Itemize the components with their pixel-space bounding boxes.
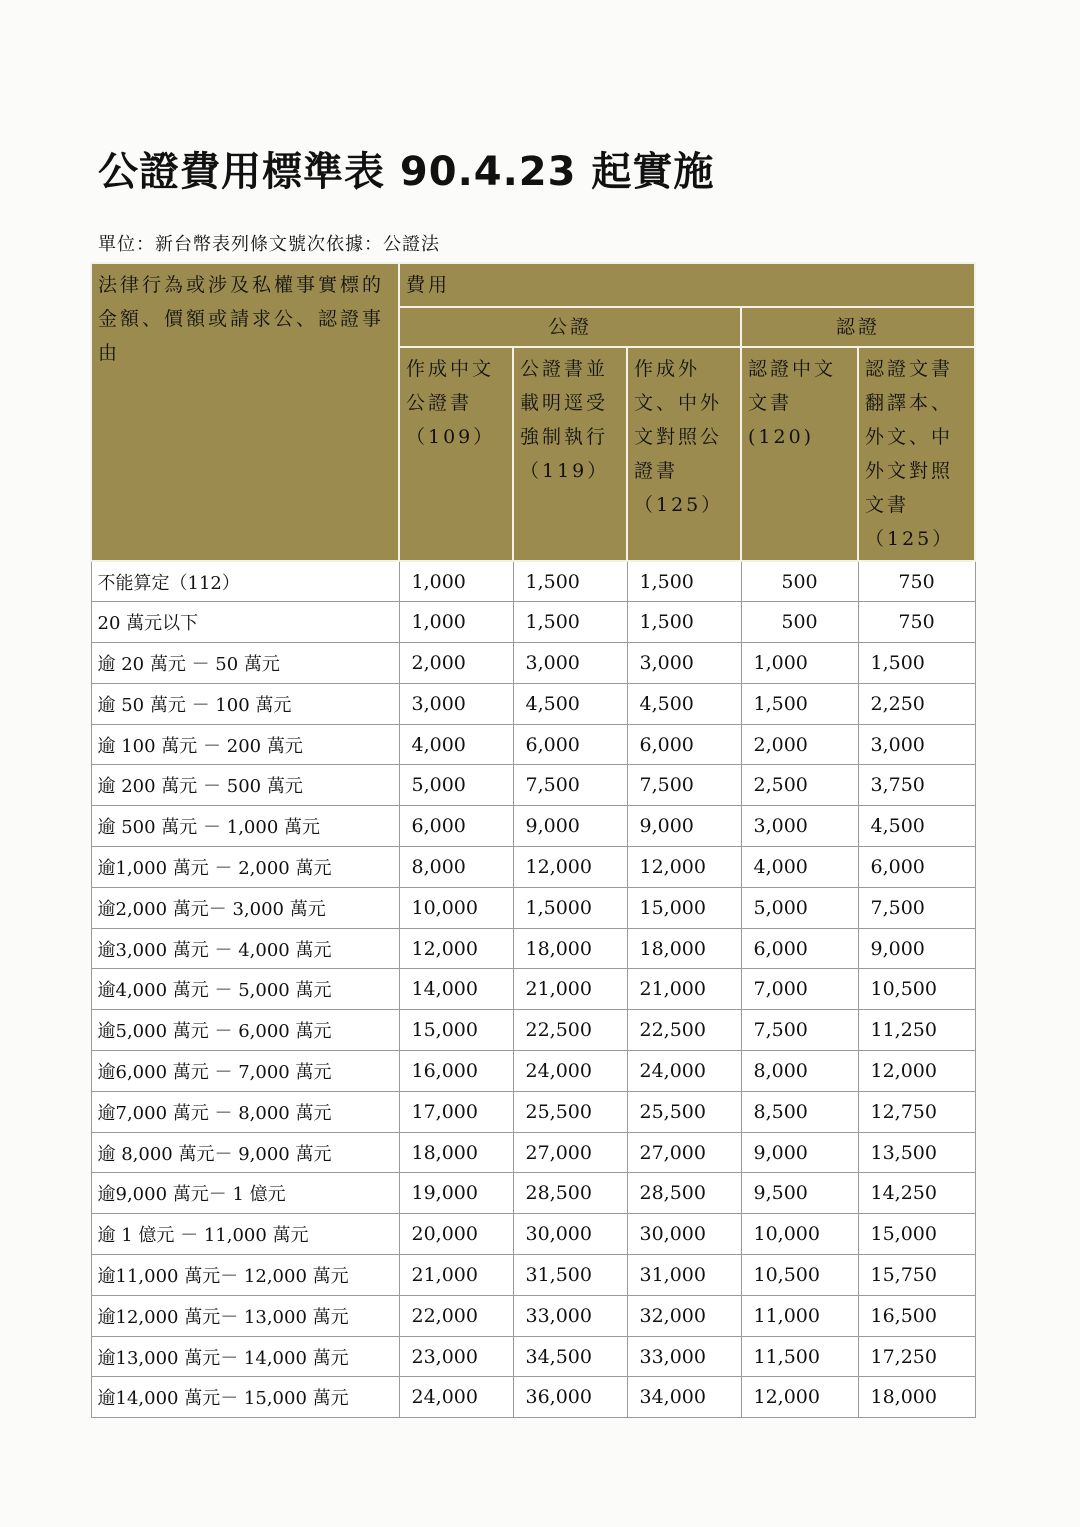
table-row	[91, 1214, 975, 1255]
fee-cell: 6,000	[858, 847, 975, 888]
fee-cell: 1,000	[741, 643, 858, 684]
fee-cell: 15,000	[858, 1214, 975, 1255]
table-row	[91, 765, 975, 806]
fee-cell: 500	[741, 561, 858, 602]
table-row	[91, 1255, 975, 1296]
fee-cell: 12,000	[858, 1051, 975, 1092]
fee-cell: 18,000	[627, 928, 741, 969]
table-row	[91, 806, 975, 847]
fee-cell: 8,000	[399, 847, 513, 888]
row-category: 逾 200 萬元 － 500 萬元	[91, 765, 399, 806]
fee-cell: 14,250	[858, 1173, 975, 1214]
row-category: 逾14,000 萬元－ 15,000 萬元	[91, 1377, 399, 1418]
fee-cell: 500	[741, 602, 858, 643]
row-category: 逾 8,000 萬元－ 9,000 萬元	[91, 1132, 399, 1173]
fee-cell: 7,500	[627, 765, 741, 806]
fee-cell: 34,000	[627, 1377, 741, 1418]
fee-cell: 20,000	[399, 1214, 513, 1255]
fee-cell: 21,000	[513, 969, 627, 1010]
fee-cell: 12,000	[399, 928, 513, 969]
row-category: 逾1,000 萬元 － 2,000 萬元	[91, 847, 399, 888]
fee-cell: 19,000	[399, 1173, 513, 1214]
fee-cell: 14,000	[399, 969, 513, 1010]
fee-cell: 11,500	[741, 1336, 858, 1377]
fee-cell: 6,000	[627, 724, 741, 765]
fee-table	[90, 262, 976, 1418]
row-category: 逾 50 萬元 － 100 萬元	[91, 683, 399, 724]
column-header: 公證書並載明逕受強制執行（119）	[513, 347, 627, 561]
table-row	[91, 1336, 975, 1377]
row-category: 逾 1 億元 － 11,000 萬元	[91, 1214, 399, 1255]
fee-cell: 34,500	[513, 1336, 627, 1377]
fee-cell: 11,250	[858, 1010, 975, 1051]
column-header: 作成外文、中外文對照公證書（125）	[627, 347, 741, 561]
fee-cell: 25,500	[513, 1091, 627, 1132]
fee-cell: 9,000	[741, 1132, 858, 1173]
fee-cell: 3,000	[741, 806, 858, 847]
row-category: 逾5,000 萬元 － 6,000 萬元	[91, 1010, 399, 1051]
fee-cell: 12,000	[741, 1377, 858, 1418]
fee-cell: 9,500	[741, 1173, 858, 1214]
fee-cell: 4,000	[741, 847, 858, 888]
notarization-header: 公證	[399, 307, 741, 347]
fee-cell: 750	[858, 561, 975, 602]
fee-cell: 2,000	[741, 724, 858, 765]
row-category: 逾 100 萬元 － 200 萬元	[91, 724, 399, 765]
fee-cell: 4,000	[399, 724, 513, 765]
row-category: 逾4,000 萬元 － 5,000 萬元	[91, 969, 399, 1010]
fee-cell: 18,000	[513, 928, 627, 969]
fee-cell: 750	[858, 602, 975, 643]
table-row	[91, 1295, 975, 1336]
fee-cell: 2,250	[858, 683, 975, 724]
fee-cell: 12,000	[627, 847, 741, 888]
row-category: 逾6,000 萬元 － 7,000 萬元	[91, 1051, 399, 1092]
fee-cell: 32,000	[627, 1295, 741, 1336]
table-row	[91, 1051, 975, 1092]
fee-cell: 31,000	[627, 1255, 741, 1296]
fee-cell: 3,750	[858, 765, 975, 806]
fee-cell: 16,500	[858, 1295, 975, 1336]
fee-cell: 1,500	[513, 561, 627, 602]
fee-cell: 22,500	[513, 1010, 627, 1051]
fee-cell: 10,500	[741, 1255, 858, 1296]
fee-cell: 3,000	[513, 643, 627, 684]
fee-cell: 9,000	[858, 928, 975, 969]
fee-cell: 7,500	[858, 887, 975, 928]
fee-cell: 7,500	[513, 765, 627, 806]
fee-cell: 31,500	[513, 1255, 627, 1296]
row-category: 逾11,000 萬元－ 12,000 萬元	[91, 1255, 399, 1296]
fee-cell: 10,000	[741, 1214, 858, 1255]
fee-cell: 36,000	[513, 1377, 627, 1418]
fee-cell: 1,500	[858, 643, 975, 684]
row-category: 不能算定（112）	[91, 561, 399, 602]
fee-cell: 18,000	[858, 1377, 975, 1418]
fee-cell: 15,000	[399, 1010, 513, 1051]
fee-cell: 11,000	[741, 1295, 858, 1336]
fee-cell: 24,000	[627, 1051, 741, 1092]
fee-cell: 17,000	[399, 1091, 513, 1132]
fee-cell: 15,750	[858, 1255, 975, 1296]
fee-cell: 1,000	[399, 602, 513, 643]
fee-header: 費用	[399, 263, 975, 307]
fee-cell: 5,000	[399, 765, 513, 806]
fee-cell: 1,500	[513, 602, 627, 643]
table-row	[91, 724, 975, 765]
fee-cell: 17,250	[858, 1336, 975, 1377]
fee-cell: 27,000	[627, 1132, 741, 1173]
fee-cell: 3,000	[399, 683, 513, 724]
table-row	[91, 847, 975, 888]
row-category: 逾13,000 萬元－ 14,000 萬元	[91, 1336, 399, 1377]
matter-header: 法律行為或涉及私權事實標的金額、價額或請求公、認證事由	[91, 263, 399, 561]
fee-cell: 1,500	[627, 602, 741, 643]
column-header: 認證中文文書(120)	[741, 347, 858, 561]
fee-cell: 27,000	[513, 1132, 627, 1173]
fee-cell: 24,000	[513, 1051, 627, 1092]
fee-cell: 6,000	[399, 806, 513, 847]
fee-cell: 2,000	[399, 643, 513, 684]
table-row	[91, 887, 975, 928]
fee-cell: 10,000	[399, 887, 513, 928]
column-header: 作成中文公證書（109）	[399, 347, 513, 561]
table-row	[91, 1010, 975, 1051]
fee-cell: 24,000	[399, 1377, 513, 1418]
row-category: 逾3,000 萬元 － 4,000 萬元	[91, 928, 399, 969]
table-row	[91, 1132, 975, 1173]
table-row	[91, 683, 975, 724]
row-category: 逾9,000 萬元－ 1 億元	[91, 1173, 399, 1214]
fee-cell: 7,500	[741, 1010, 858, 1051]
fee-cell: 28,500	[627, 1173, 741, 1214]
fee-cell: 9,000	[627, 806, 741, 847]
unit-line: 單位：新台幣表列條文號次依據：公證法	[98, 234, 440, 255]
fee-cell: 4,500	[513, 683, 627, 724]
fee-cell: 1,500	[741, 683, 858, 724]
row-category: 逾2,000 萬元－ 3,000 萬元	[91, 887, 399, 928]
fee-cell: 22,000	[399, 1295, 513, 1336]
row-category: 逾 20 萬元 － 50 萬元	[91, 643, 399, 684]
fee-cell: 2,500	[741, 765, 858, 806]
fee-cell: 15,000	[627, 887, 741, 928]
fee-cell: 25,500	[627, 1091, 741, 1132]
fee-cell: 4,500	[627, 683, 741, 724]
table-row	[91, 928, 975, 969]
certification-header: 認證	[741, 307, 975, 347]
fee-cell: 6,000	[513, 724, 627, 765]
fee-cell: 7,000	[741, 969, 858, 1010]
fee-cell: 8,000	[741, 1051, 858, 1092]
fee-cell: 3,000	[858, 724, 975, 765]
row-category: 20 萬元以下	[91, 602, 399, 643]
table-row	[91, 1377, 975, 1418]
row-category: 逾7,000 萬元 － 8,000 萬元	[91, 1091, 399, 1132]
fee-cell: 4,500	[858, 806, 975, 847]
fee-cell: 22,500	[627, 1010, 741, 1051]
fee-cell: 1,500	[627, 561, 741, 602]
table-body	[91, 561, 975, 1418]
table-row	[91, 643, 975, 684]
fee-cell: 10,500	[858, 969, 975, 1010]
fee-cell: 6,000	[741, 928, 858, 969]
table-row	[91, 1173, 975, 1214]
fee-cell: 5,000	[741, 887, 858, 928]
row-category: 逾12,000 萬元－ 13,000 萬元	[91, 1295, 399, 1336]
table-row	[91, 1091, 975, 1132]
page-title: 公證費用標準表 90.4.23 起實施	[98, 149, 715, 195]
fee-cell: 30,000	[627, 1214, 741, 1255]
fee-cell: 16,000	[399, 1051, 513, 1092]
fee-cell: 30,000	[513, 1214, 627, 1255]
fee-cell: 18,000	[399, 1132, 513, 1173]
table-row	[91, 969, 975, 1010]
fee-cell: 23,000	[399, 1336, 513, 1377]
table-row	[91, 602, 975, 643]
fee-cell: 21,000	[399, 1255, 513, 1296]
fee-cell: 8,500	[741, 1091, 858, 1132]
fee-cell: 12,750	[858, 1091, 975, 1132]
column-header: 認證文書翻譯本、外文、中外文對照文書（125）	[858, 347, 975, 561]
fee-cell: 33,000	[627, 1336, 741, 1377]
table-row	[91, 561, 975, 602]
fee-cell: 33,000	[513, 1295, 627, 1336]
fee-cell: 28,500	[513, 1173, 627, 1214]
fee-cell: 21,000	[627, 969, 741, 1010]
row-category: 逾 500 萬元 － 1,000 萬元	[91, 806, 399, 847]
fee-cell: 1,000	[399, 561, 513, 602]
fee-cell: 13,500	[858, 1132, 975, 1173]
fee-cell: 1,5000	[513, 887, 627, 928]
fee-cell: 3,000	[627, 643, 741, 684]
fee-cell: 9,000	[513, 806, 627, 847]
fee-cell: 12,000	[513, 847, 627, 888]
